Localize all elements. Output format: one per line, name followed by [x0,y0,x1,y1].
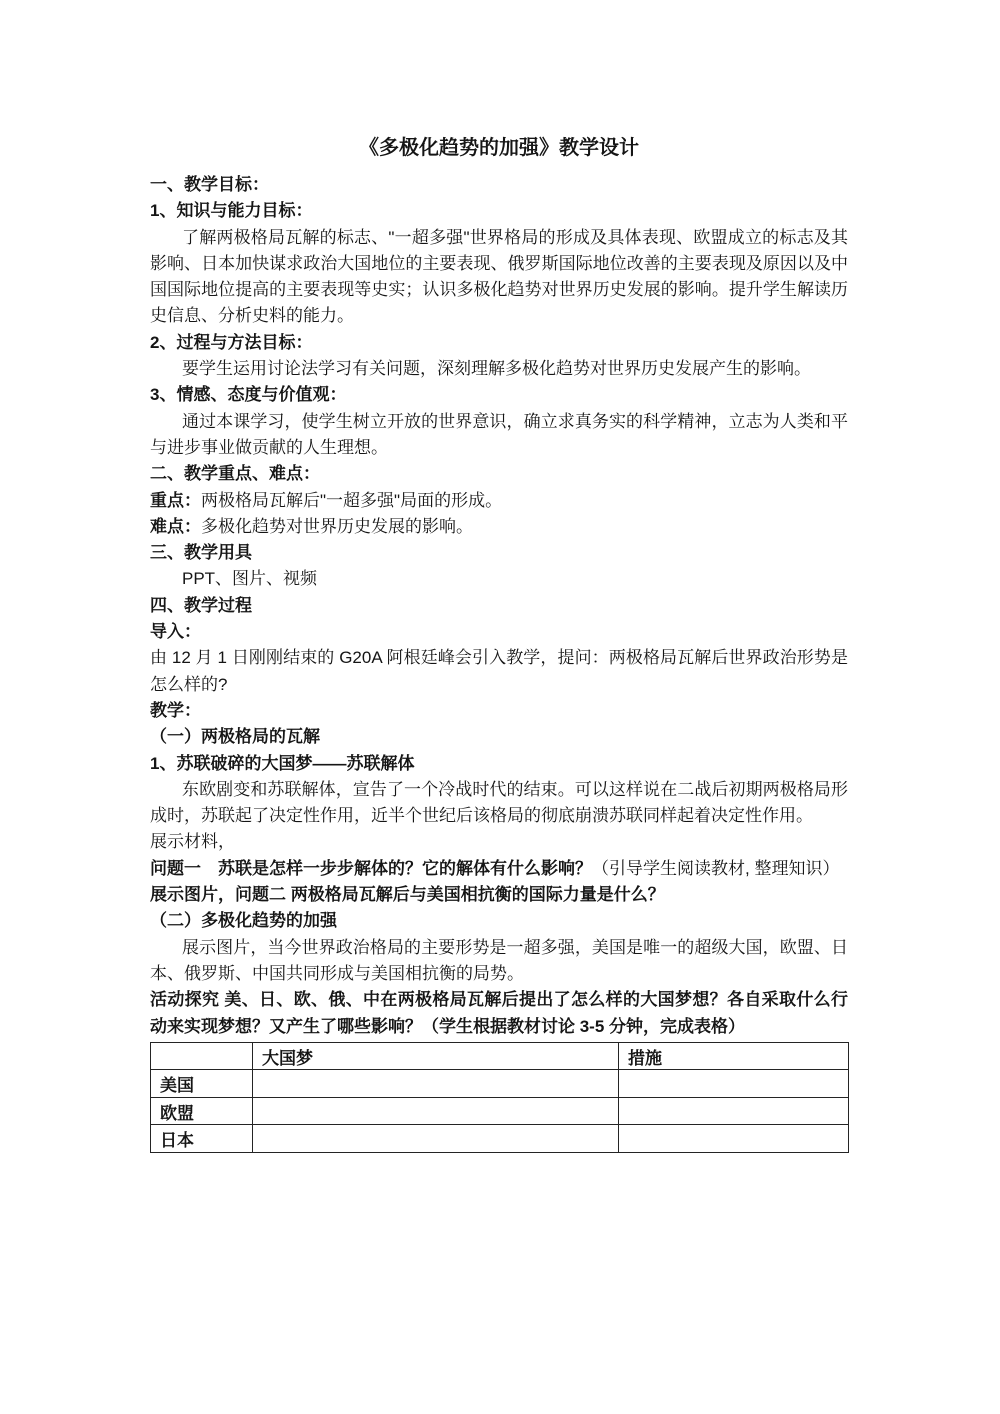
key-point-label: 重点： [150,490,201,510]
part1-sub1-paragraph: 东欧剧变和苏联解体，宣告了一个冷战时代的结束。可以这样说在二战后初期两极格局形成时，苏联起了决定性作用，近半个世纪后该格局的彻底崩溃苏联同样起着决定性作用。 [150,779,848,826]
activity-table [150,1042,849,1153]
question1-line [150,856,848,882]
question2-line: 展示图片，问题二 两极格局瓦解后与美国相抗衡的国际力量是什么？ [150,885,665,905]
table-cell-empty [619,1125,849,1153]
table-cell-empty [253,1125,619,1153]
knowledge-goal-paragraph: 了解两极格局瓦解的标志、"一超多强"世界格局的形成及具体表现、欧盟成立的标志及其影响、日本加快谋求政治大国地位的主要表现、俄罗斯国际地位改善的主要表现及原因以及中国国际地位提高的主要表现等史实；认识多极化趋势对世界历史发展的影响。提升学生解读历史信息、分析史料的能力。 [150,227,848,326]
key-point-line [150,488,848,514]
difficulty-label: 难点： [150,516,201,536]
teaching-label: 教学： [150,700,201,720]
table-header-dream: 大国梦 [253,1042,619,1070]
key-point-text: 两极格局瓦解后"一超多强"局面的形成。 [201,490,503,510]
row-header-usa: 美国 [151,1070,253,1098]
lead-in-paragraph: 由 12 月 1 日刚刚结束的 G20A 阿根廷峰会引入教学，提问：两极格局瓦解后世界政治形势是怎么样的? [150,648,848,694]
table-header-measures: 措施 [619,1042,849,1070]
procedure-heading: 四、教学过程 [150,595,252,615]
show-material-line: 展示材料， [150,832,235,852]
table-row-eu [151,1097,849,1125]
document-title: 《多极化趋势的加强》教学设计 [359,137,639,159]
tools-paragraph: PPT、图片、视频 [182,569,318,589]
process-goal-paragraph: 要学生运用讨论法学习有关问题，深刻理解多极化趋势对世界历史发展产生的影响。 [182,359,811,379]
table-cell-empty [253,1097,619,1125]
table-row-japan [151,1125,849,1153]
difficulty-text: 多极化趋势对世界历史发展的影响。 [201,516,473,536]
question1-note: （引导学生阅读教材, 整理知识） [592,858,840,878]
row-header-japan: 日本 [151,1125,253,1153]
focus-heading: 二、教学重点、难点： [150,464,320,484]
activity-paragraph: 活动探究 美、日、欧、俄、中在两极格局瓦解后提出了怎么样的大国梦想？各自采取什么行动来实现梦想？又产生了哪些影响？（学生根据教材讨论 3-5 分钟，完成表格） [150,990,848,1036]
part1-heading: （一）两极格局的瓦解 [150,727,320,747]
tools-heading: 三、教学用具 [150,543,252,563]
part2-heading: （二）多极化趋势的加强 [150,911,337,931]
lead-in-label: 导入： [150,622,201,642]
difficulty-line [150,514,848,540]
process-goal-heading: 2、过程与方法目标： [150,332,313,352]
table-corner-cell [151,1042,253,1070]
emotion-goal-paragraph: 通过本课学习，使学生树立开放的世界意识，确立求真务实的科学精神，立志为人类和平与进步事业做贡献的人生理想。 [150,411,848,457]
objectives-heading: 一、教学目标： [150,175,269,194]
part1-sub1-heading: 1、苏联破碎的大国梦——苏联解体 [150,753,415,773]
knowledge-goal-heading: 1、知识与能力目标： [150,201,313,221]
emotion-goal-heading: 3、情感、态度与价值观： [150,385,347,405]
table-cell-empty [619,1070,849,1098]
table-row-usa [151,1070,849,1098]
part2-paragraph: 展示图片，当今世界政治格局的主要形势是一超多强，美国是唯一的超级大国，欧盟、日本、俄罗斯、中国共同形成与美国相抗衡的局势。 [150,937,848,983]
table-header-row [151,1042,849,1070]
table-cell-empty [619,1097,849,1125]
table-cell-empty [253,1070,619,1098]
row-header-eu: 欧盟 [151,1097,253,1125]
question1-text: 问题一 苏联是怎样一步步解体的？它的解体有什么影响？ [150,858,592,878]
